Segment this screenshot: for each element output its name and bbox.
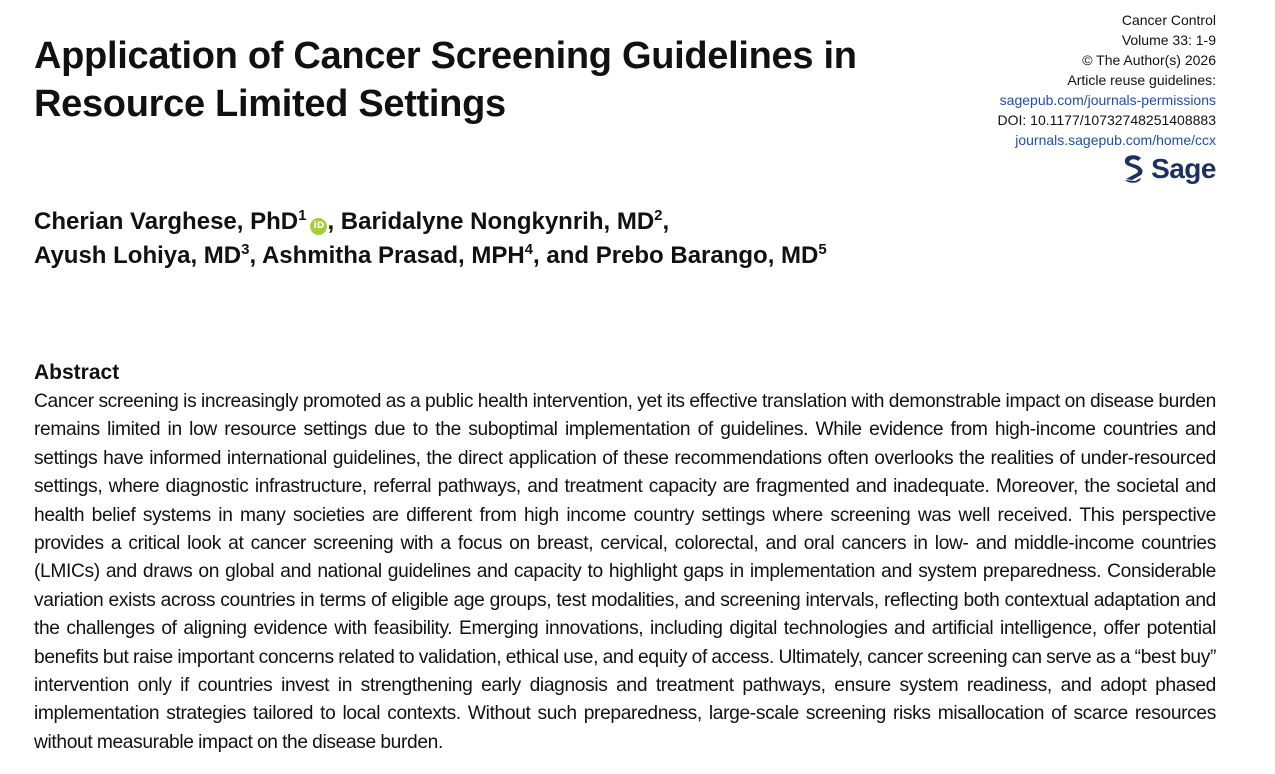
copyright: © The Author(s) 2026 (1082, 52, 1216, 68)
reuse-label: Article reuse guidelines: (1067, 72, 1216, 88)
author-affiliation: 3 (241, 241, 250, 258)
author-affiliation: 2 (654, 207, 663, 224)
author-separator: , (662, 208, 670, 235)
journal-meta (998, 10, 1217, 150)
author-line-1 (34, 205, 1034, 239)
journal-name: Cancer Control (1121, 12, 1216, 28)
author-name: Ayush Lohiya, MD (34, 242, 242, 269)
author-line-2 (34, 239, 1034, 273)
author-name: Ashmitha Prasad, MPH (261, 242, 525, 269)
abstract-heading: Abstract (34, 361, 120, 384)
author-separator: , (327, 208, 341, 235)
author-affiliation: 1 (298, 207, 307, 224)
abstract-text: Cancer screening is increasingly promoted as a public health intervention, yet its effective translation with demonstrable impact on disease burden remains limited in low resource settings due to the suboptimal implementation of guidelines. While evidence from high-income countries and settings have informed international guidelines, the direct application of these recommendations often overlooks the realities of under-resourced settings, where diagnostic infrastructure, referral pathways, and treatment capacity are fragmented and inadequate. Moreover, the societal and health belief systems in many societies are different from high income country settings where screening was well received. This perspective provides a critical look at cancer screening with a focus on breast, cervical, colorectal, and oral cancers in low- and middle-income countries (LMICs) and draws on global and national guidelines and capacity to highlight gaps in implementation and system preparedness. Considerable variation exists across countries in terms of eligible age groups, test modalities, and screening intervals, reflecting both contextual adaptation and the challenges of aligning evidence with feasibility. Emerging innovations, including digital technologies and artificial intelligence, offer potential benefits but raise important concerns related to validation, ethical use, and equity of access. Ultimately, cancer screening can serve as a “best buy” intervention only if countries invest in strengthening early diagnosis and treatment pathways, ensure system readiness, and adopt phased implementation strategies tailored to local contexts. Without such preparedness, large-scale screening risks misallocation of scarce resources without measurable impact on the disease burden. (34, 391, 1216, 753)
article-title (34, 32, 964, 128)
author-list (34, 205, 1034, 273)
doi: DOI: 10.1177/10732748251408883 (997, 112, 1216, 128)
title-line-1: Application of Cancer Screening Guidelines in (34, 35, 857, 77)
sage-wordmark: Sage (1151, 153, 1216, 184)
author-name: Cherian Varghese, PhD (34, 208, 299, 235)
orcid-icon[interactable]: iD (310, 218, 327, 235)
journal-volume: Volume 33: 1-9 (1121, 32, 1216, 48)
author-name: Baridalyne Nongkynrih, MD (340, 208, 655, 235)
author-affiliation: 4 (524, 241, 534, 258)
sage-s-icon (1121, 154, 1145, 184)
author-separator: , (249, 242, 262, 269)
sage-logo (1121, 152, 1216, 186)
author-affiliation: 5 (818, 241, 827, 258)
author-name: Prebo Barango, MD (595, 242, 819, 269)
reuse-link[interactable]: sagepub.com/journals-permissions (999, 92, 1216, 108)
title-line-2: Resource Limited Settings (34, 83, 506, 125)
author-separator: , and (533, 242, 596, 269)
journal-home-link[interactable]: journals.sagepub.com/home/ccx (1015, 132, 1216, 148)
